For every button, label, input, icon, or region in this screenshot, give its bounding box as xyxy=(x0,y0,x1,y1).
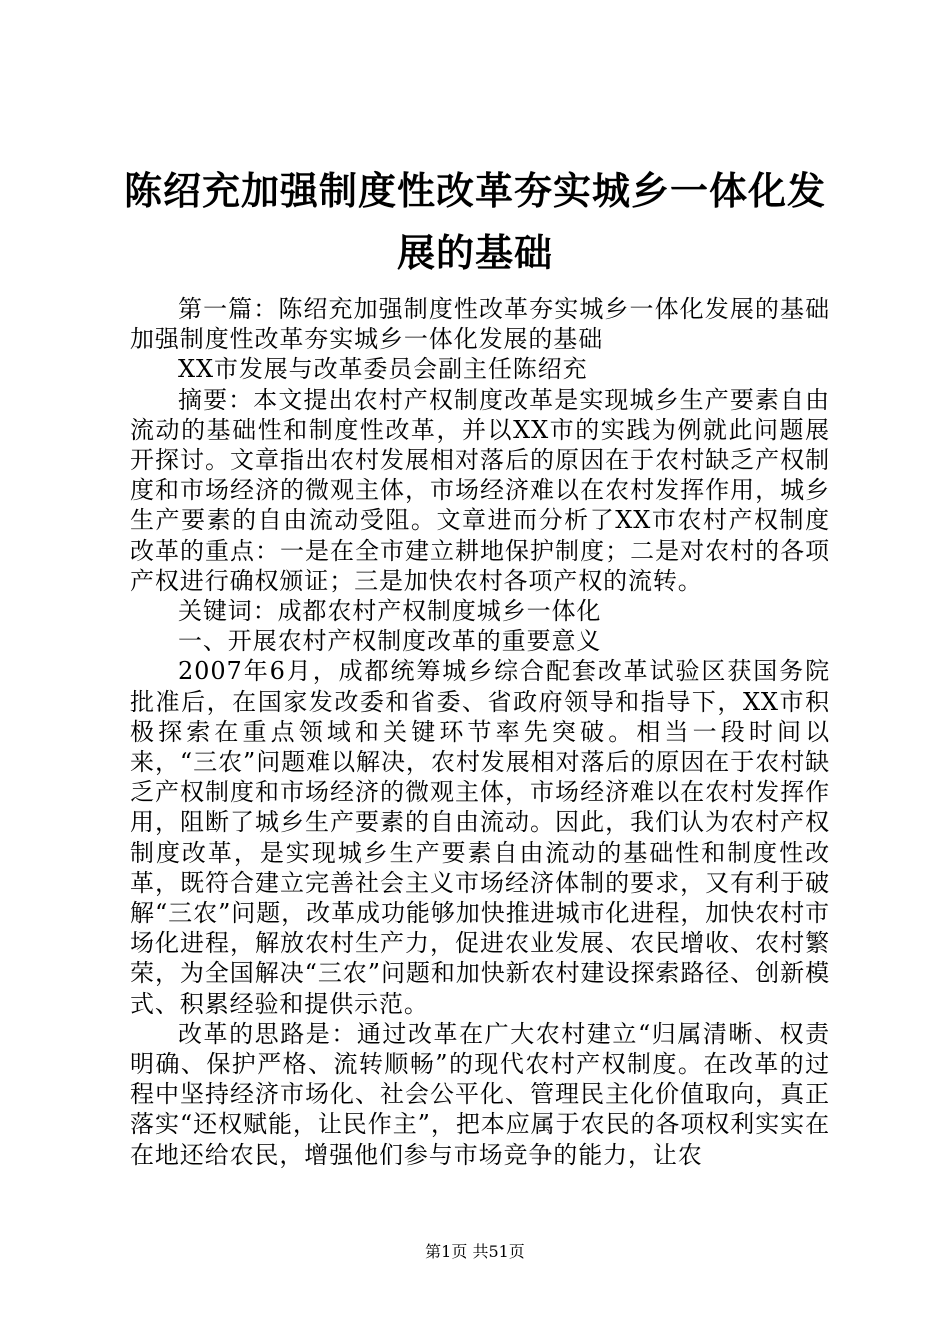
paragraph-body: 改革的思路是：通过改革在广大农村建立“归属清晰、权责明确、保护严格、流转顺畅”的现代农村产权制度。在改革的过程中坚持经济市场化、社会公平化、管理民主化价值取向，真正落实“还权赋能，让民作主”，把本应属于农民的各项权利实实在在地还给农民，增强他们参与市场竞争的能力，让农 xyxy=(130,1019,830,1169)
document-body xyxy=(130,294,830,1170)
paragraph-abstract: 摘要：本文提出农村产权制度改革是实现城乡生产要素自由流动的基础性和制度性改革，并以XX市的实践为例就此问题展开探讨。文章指出农村发展相对落后的原因在于农村缺乏产权制度和市场经济的微观主体，市场经济难以在农村发挥作用，城乡生产要素的自由流动受阻。文章进而分析了XX市农村产权制度改革的重点：一是在全市建立耕地保护制度；二是对农村的各项产权进行确权颁证；三是加快农村各项产权的流转。 xyxy=(130,385,830,595)
section-heading: 一、开展农村产权制度改革的重要意义 xyxy=(178,627,602,656)
paragraph-keywords: 关键词：成都农村产权制度城乡一体化 xyxy=(178,597,602,626)
paragraph-intro: 第一篇：陈绍充加强制度性改革夯实城乡一体化发展的基础加强制度性改革夯实城乡一体化发展的基础 xyxy=(130,295,830,354)
document-title: 陈绍充加强制度性改革夯实城乡一体化发展的基础 xyxy=(123,169,826,275)
paragraph-body: 2007年6月，成都统筹城乡综合配套改革试验区获国务院批准后，在国家发改委和省委、省政府领导和指导下，XX市积极探索在重点领域和关键环节率先突破。相当一段时间以来，“三农”问题难以解决，农村发展相对落后的原因在于农村缺乏产权制度和市场经济的微观主体，市场经济难以在农村发挥作用，阻断了城乡生产要素的自由流动。因此，我们认为农村产权制度改革，是实现城乡生产要素自由流动的基础性和制度性改革，既符合建立完善社会主义市场经济体制的要求，又有利于破解“三农”问题，改革成功能够加快推进城市化进程，加快农村市场化进程，解放农村生产力，促进农业发展、农民增收、农村繁荣，为全国解决“三农”问题和加快新农村建设探索路径、创新模式、积累经验和提供示范。 xyxy=(130,657,830,1018)
page-footer: 第1页 共51页 xyxy=(425,1242,525,1261)
paragraph-author: XX市发展与改革委员会副主任陈绍充 xyxy=(178,355,588,384)
